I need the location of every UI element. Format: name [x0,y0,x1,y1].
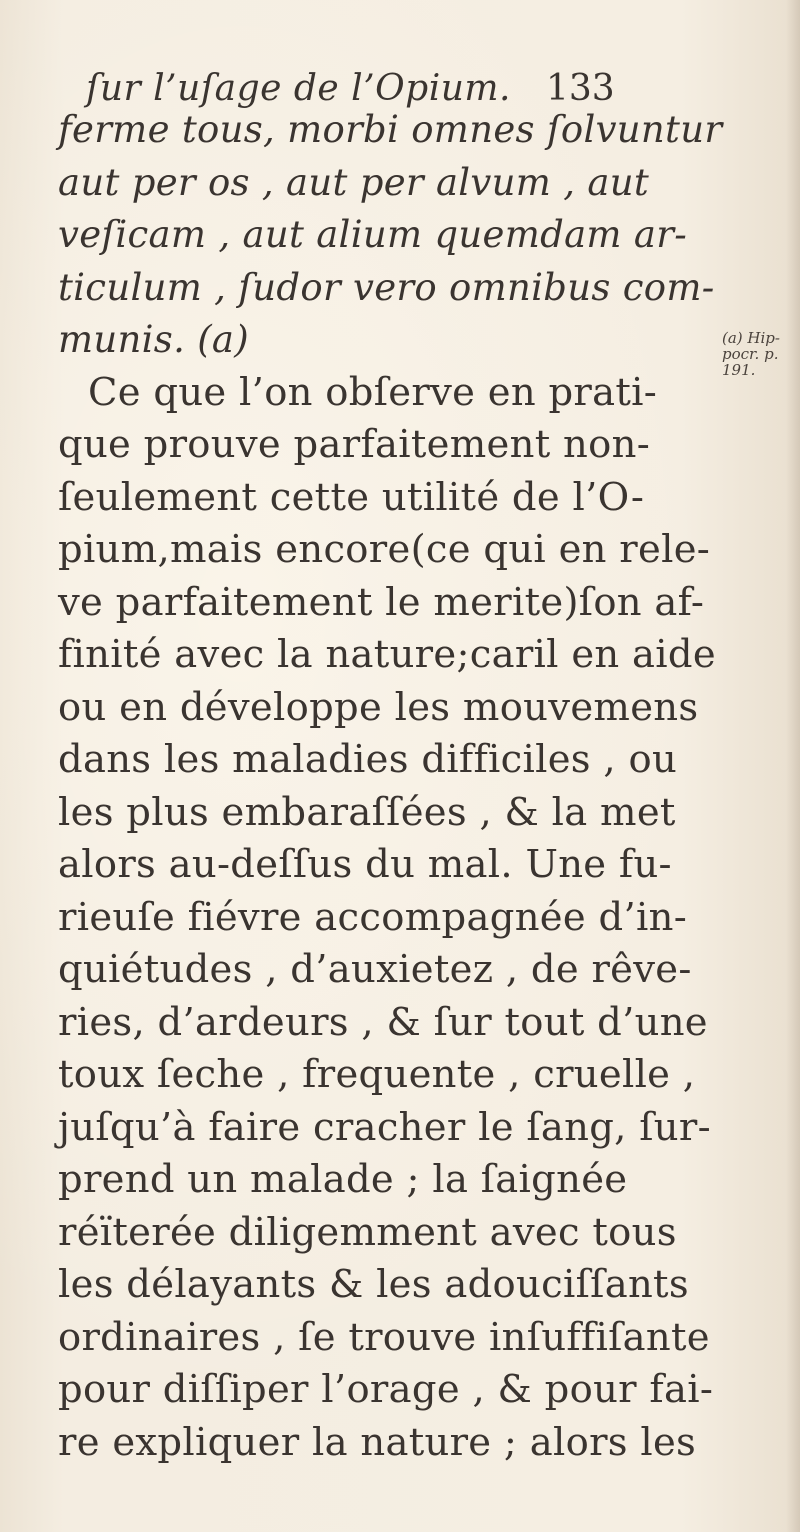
text-line: ferme tous, morbi omnes ſolvuntur [58,108,723,151]
margin-note-line: (a) Hip- [722,329,780,347]
text-line: ſeulement cette utilité de l’O- [58,474,645,520]
text-line: Ce que l’on obſerve en prati- [88,369,658,415]
margin-footnote [722,330,780,378]
page-header [86,68,686,108]
text-line: les plus embaraſſées , & la met [58,789,676,835]
margin-note-line: pocr. p. [722,345,779,363]
running-title: ſur l’uſage de l’Opium. [86,68,511,109]
text-line: ou en développe les mouvemens [58,684,699,730]
page-number: 133 [546,68,615,109]
text-line: pium,mais encore(ce qui en rele- [58,527,711,572]
text-line: prend un malade ; la ſaignée [58,1157,628,1202]
text-line: réïterée diligemment avec tous [58,1209,677,1255]
text-line: munis. (a) [58,318,250,361]
text-line: re expliquer la nature ; alors les [58,1419,697,1465]
text-line: aut per os , aut per alvum , aut [58,160,649,204]
text-line: veſicam , aut alium quemdam ar- [58,213,688,256]
text-line: dans les maladies difficiles , ou [58,737,678,782]
text-line: juſqu’à faire cracher le ſang, ſur- [58,1104,711,1150]
text-line: ordinaires , ſe trouve inſuffiſante [58,1314,710,1360]
text-line: rieuſe fiévre accompagnée d’in- [58,894,688,940]
margin-note-line: 191. [722,361,756,379]
text-line: quiétudes , d’auxietez , de rêve- [58,947,692,992]
text-line: toux ſeche , frequente , cruelle , [58,1052,696,1097]
text-line: ticulum , ſudor vero omnibus com- [58,265,715,309]
body-text [58,104,723,1469]
text-line: ries, d’ardeurs , & ſur tout d’une [58,999,708,1045]
text-line: ve parfaitement le merite)ſon af- [58,579,705,625]
text-line: les délayants & les adouciſſants [58,1262,689,1307]
text-line: que prouve parfaitement non- [58,422,651,467]
text-line: pour diſſiper l’orage , & pour fai- [58,1367,714,1412]
text-line: finité avec la nature;caril en aide [58,632,716,677]
text-line: alors au-deſſus du mal. Une fu- [58,842,672,887]
page-edge-shadow [786,0,800,1532]
